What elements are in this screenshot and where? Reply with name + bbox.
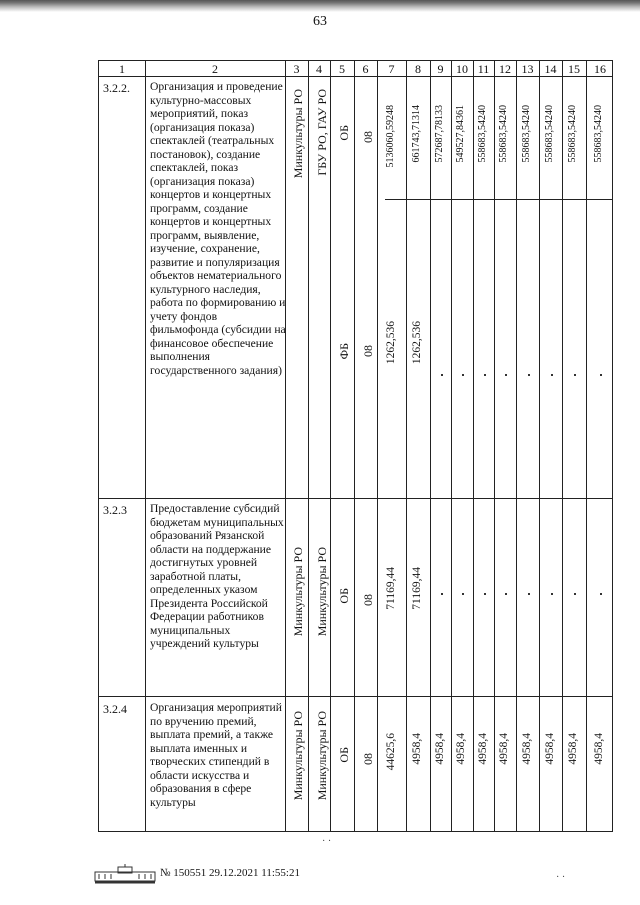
document-registration: [160, 867, 300, 879]
cell-section-code: 08: [361, 594, 375, 606]
cell-executor: Минкультуры РО: [291, 89, 305, 179]
cell-executor: Минкультуры РО: [291, 711, 305, 801]
value-cell: 1262,536: [411, 321, 423, 365]
value-cell: 558683,54240: [498, 105, 509, 163]
cell-budget-source: ФБ: [337, 343, 351, 360]
column-divider: [451, 61, 452, 831]
value-cell: 558683,54240: [567, 105, 578, 163]
header-col-10: 10: [456, 62, 468, 76]
value-cell: 4958,4: [455, 733, 467, 765]
empty-value: [460, 586, 463, 596]
row-description: Организация мероприятий по вручению премий, выплата премий, а также выплата именных и творческих стипендий в области искусства и образования в сфере культуры: [150, 701, 282, 809]
header-col-14: 14: [544, 62, 557, 76]
page-number: 63: [313, 14, 327, 29]
cell-recipient: ГБУ РО, ГАУ РО: [315, 89, 329, 176]
value-cell: 661743,71314: [411, 105, 422, 163]
budget-table: [98, 60, 613, 832]
header-col-1: 1: [119, 62, 125, 76]
value-cell: 71169,44: [411, 567, 423, 610]
column-divider: [354, 61, 355, 831]
value-cell: 5136060,59248: [384, 105, 396, 168]
empty-value: [598, 586, 601, 596]
header-col-11: 11: [477, 62, 490, 76]
document-footer: [94, 864, 494, 886]
column-divider: [308, 61, 309, 831]
scan-top-edge: [0, 0, 640, 12]
building-emblem-icon: [94, 864, 156, 884]
empty-value: [572, 586, 575, 596]
empty-value: [549, 586, 552, 596]
header-col-15: 15: [568, 62, 580, 76]
value-cell: 4958,4: [520, 733, 533, 765]
column-divider: [330, 61, 331, 831]
column-divider: [586, 61, 587, 831]
cell-recipient: Минкультуры РО: [315, 547, 329, 637]
row-number: 3.2.3: [103, 503, 127, 517]
document-datetime: 29.12.2021 11:55:21: [209, 867, 300, 879]
sub-row-divider: [385, 199, 612, 200]
cell-section-code: 08: [361, 345, 375, 357]
value-cell: 4958,4: [567, 733, 579, 765]
header-col-4: 4: [316, 62, 322, 76]
empty-value: [503, 367, 506, 377]
empty-value: [526, 367, 529, 377]
header-col-12: 12: [499, 62, 511, 76]
empty-value: [598, 367, 601, 377]
value-cell: 44625,6: [384, 733, 397, 771]
cell-recipient: Минкультуры РО: [315, 711, 329, 801]
header-col-6: 6: [362, 62, 369, 76]
header-col-8: 8: [415, 62, 421, 76]
column-divider: [430, 61, 431, 831]
empty-value: [526, 586, 529, 596]
column-divider: [562, 61, 563, 831]
table-header-row: [99, 61, 612, 77]
header-col-2: 2: [212, 62, 218, 76]
header-col-13: 13: [521, 62, 534, 76]
column-divider: [145, 61, 146, 831]
column-divider: [285, 61, 286, 831]
column-divider: [377, 61, 378, 831]
header-col-3: 3: [293, 62, 300, 76]
row-divider: [99, 696, 612, 697]
empty-value: [460, 367, 463, 377]
empty-value: [439, 367, 442, 377]
scan-speck: · ·: [322, 836, 332, 847]
cell-budget-source: ОБ: [337, 588, 351, 604]
empty-value: [549, 367, 552, 377]
value-cell: 549527,84361: [455, 105, 466, 163]
cell-section-code: 08: [361, 753, 375, 765]
column-divider: [473, 61, 474, 831]
row-number: 3.2.2.: [103, 81, 130, 95]
column-divider: [406, 61, 407, 831]
value-cell: 1262,536: [384, 321, 397, 365]
value-cell: 4958,4: [411, 733, 423, 765]
row-divider: [99, 498, 612, 499]
value-cell: 558683,54240: [543, 105, 555, 163]
cell-executor: Минкультуры РО: [291, 547, 305, 637]
row-description: Предоставление субсидий бюджетам муниципальных образований Рязанской области на поддержание достигнутых уровней заработной платы, определенных указом Президента Российской Федерации работников муниципальных учреждений культуры: [150, 502, 284, 650]
value-cell: 4958,4: [433, 733, 446, 765]
header-col-16: 16: [594, 62, 606, 76]
row-description: Организация и проведение культурно-массовых мероприятий, показ (организация показа) спектаклей (театральных постановок), создание спектаклей, показ (организация показа) концертов и концертных программ, создание концертов и концертных программ, выявление, изучение, сохранение, развитие и популяризация объектов нематериального культурного наследия, работа по формированию и учету фондов фильмофонда (субсидии на финансовое обеспечение выполнения государственного задания): [150, 80, 286, 377]
cell-budget-source: ОБ: [337, 747, 351, 763]
column-divider: [539, 61, 540, 831]
value-cell: 4958,4: [498, 733, 510, 765]
empty-value: [439, 586, 442, 596]
value-cell: 558683,54240: [476, 105, 488, 163]
column-divider: [494, 61, 495, 831]
value-cell: 4958,4: [543, 733, 556, 765]
value-cell: 4958,4: [476, 733, 489, 765]
value-cell: 4958,4: [593, 733, 605, 765]
cell-budget-source: ОБ: [337, 125, 351, 141]
value-cell: 71169,44: [384, 567, 397, 610]
row-number: 3.2.4: [103, 702, 127, 716]
empty-value: [503, 586, 506, 596]
header-col-9: 9: [437, 62, 444, 76]
header-col-7: 7: [388, 62, 395, 76]
scan-speck: · ·: [556, 872, 566, 883]
empty-value: [482, 367, 485, 377]
cell-section-code: 08: [361, 131, 375, 143]
header-col-5: 5: [339, 62, 345, 76]
value-cell: 558683,54240: [593, 105, 604, 163]
value-cell: 572687,78133: [433, 105, 445, 163]
empty-value: [572, 367, 575, 377]
value-cell: 558683,54240: [520, 105, 532, 163]
column-divider: [516, 61, 517, 831]
empty-value: [482, 586, 485, 596]
document-number: № 150551: [160, 867, 207, 879]
